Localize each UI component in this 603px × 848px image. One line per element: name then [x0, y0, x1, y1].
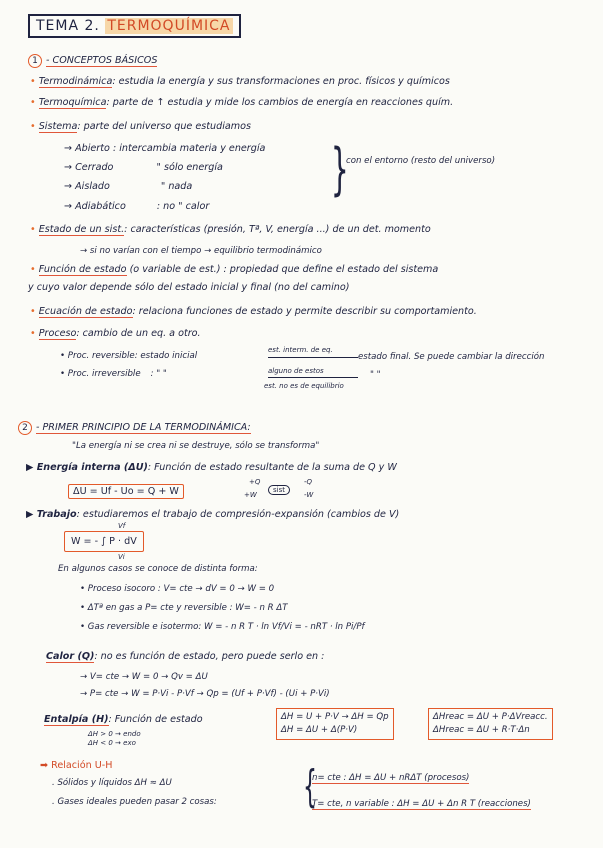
rev-arrow [268, 357, 358, 358]
title-name: TERMOQUÍMICA [107, 18, 231, 34]
type-adiabatico: → Adiabático : no " calor [64, 201, 210, 212]
u-formula-box: ΔU = Uf - Uo = Q + W [68, 486, 184, 498]
calor-v-cte: → V= cte → W = 0 → Qv = ΔU [80, 672, 208, 682]
title-tema: TEMA 2. [36, 18, 100, 34]
def-termoquimica: • Termoquímica: parte de ↑ estudia y mide los cambios de energía en reacciones quím. [30, 97, 454, 108]
caso-isocoro: • Proceso isocoro : V= cte → dV = 0 → W = 0 [80, 584, 275, 594]
relacion-t-cte: T= cte, n variable : ΔH = ΔU + Δn R T (reacciones) [312, 799, 531, 809]
casos-intro: En algunos casos se conoce de distinta forma: [58, 564, 258, 574]
h-box-line-4: ΔHreac = ΔU + R·T·Δn [433, 725, 530, 735]
relacion-brace: { [303, 761, 317, 812]
diagram-w-in: +W [244, 491, 257, 499]
def-funcion-2: y cuyo valor depende sólo del estado inicial y final (no del camino) [28, 282, 350, 293]
h-exo: ΔH < 0 → exo [88, 739, 136, 747]
w-lim-top: Vf [118, 522, 126, 530]
def-proceso: • Proceso: cambio de un eq. a otro. [30, 328, 201, 339]
h-box-right [428, 708, 553, 740]
w-formula-box: W = - ∫ P · dV [64, 536, 144, 548]
entorno-note: con el entorno (resto del universo) [346, 156, 496, 166]
def-sistema: • Sistema: parte del universo que estudiamos [30, 121, 251, 132]
title-box [28, 14, 241, 38]
relacion-uh: ➡ Relación U-H [40, 760, 113, 771]
w-lim-bottom: Vi [118, 553, 125, 561]
h-box-line-3: ΔHreac = ΔU + P·ΔVreacc. [433, 712, 548, 722]
section2-heading: 2 - PRIMER PRINCIPIO DE LA TERMODINÁMICA: [18, 421, 251, 435]
diagram-q-out: -Q [304, 478, 313, 486]
irrev-arrow [268, 377, 358, 378]
diagram-q-in: +Q [249, 478, 261, 486]
quote: "La energía ni se crea ni se destruye, sólo se transforma" [72, 441, 320, 451]
types-brace: } [330, 137, 349, 202]
h-endo: ΔH > 0 → endo [88, 730, 141, 738]
type-cerrado: → Cerrado " sólo energía [64, 162, 223, 173]
def-estado: • Estado de un sist.: características (presión, Tª, V, energía ...) de un det. momento [30, 224, 431, 235]
def-termodinamica: • Termodinámica: estudia la energía y sus transformaciones en proc. físicos y químicos [30, 76, 450, 87]
caso-isotermo: • Gas reversible e isotermo: W = - n R T · ln Vf/Vi = - nRT · ln Pi/Pf [80, 622, 365, 632]
def-entalpia: Entalpía (H): Función de estado [44, 714, 203, 725]
section1-heading: 1 - CONCEPTOS BÁSICOS [28, 54, 157, 68]
type-aislado: → Aislado " nada [64, 181, 193, 192]
h-box-line-1: ΔH = U + P·V → ΔH = Qp [281, 712, 389, 722]
diagram-w-out: -W [304, 491, 314, 499]
def-calor: Calor (Q): no es función de estado, pero puede serlo en : [46, 651, 325, 662]
diagram-sist: sist [268, 485, 290, 495]
relacion-gases: . Gases ideales pueden pasar 2 cosas: [52, 797, 217, 807]
relacion-solidos: . Sólidos y líquidos ΔH ≈ ΔU [52, 778, 172, 788]
def-energia-interna: ▶ Energía interna (ΔU): Función de estado resultante de la suma de Q y W [26, 462, 397, 473]
caso-p-cte: • ΔTª en gas a P= cte y reversible : W= - n R ΔT [80, 603, 288, 613]
rev-final: estado final. Se puede cambiar la dirección [358, 352, 545, 362]
def-ecuacion: • Ecuación de estado: relaciona funciones de estado y permite describir su comportamiento. [30, 306, 477, 317]
proc-irreversible: • Proc. irreversible : " " [60, 369, 167, 379]
h-box-left [276, 708, 394, 740]
estado-sub: → si no varían con el tiempo → equilibrio termodinámico [80, 246, 322, 256]
def-trabajo: ▶ Trabajo: estudiaremos el trabajo de compresión-expansión (cambios de V) [26, 509, 400, 520]
h-box-line-2: ΔH = ΔU + Δ(P·V) [281, 725, 358, 735]
calor-p-cte: → P= cte → W = P·Vi - P·Vf → Qp = (Uf + P·Vf) - (Ui + P·Vi) [80, 689, 330, 699]
section2-number: 2 [18, 421, 32, 435]
irrev-sub: est. no es de equilibrio [264, 382, 344, 390]
relacion-n-cte: n= cte : ΔH = ΔU + nRΔT (procesos) [312, 773, 470, 783]
proc-reversible: • Proc. reversible: estado inicial [60, 351, 198, 361]
irrev-arrow-label: alguno de estos [268, 367, 324, 375]
rev-arrow-label: est. interm. de eq. [268, 346, 333, 354]
section1-number: 1 [28, 54, 42, 68]
type-abierto: → Abierto : intercambia materia y energía [64, 143, 266, 154]
irrev-final: " " [370, 370, 381, 380]
def-funcion: • Función de estado (o variable de est.) : propiedad que define el estado del sistema [30, 264, 439, 275]
